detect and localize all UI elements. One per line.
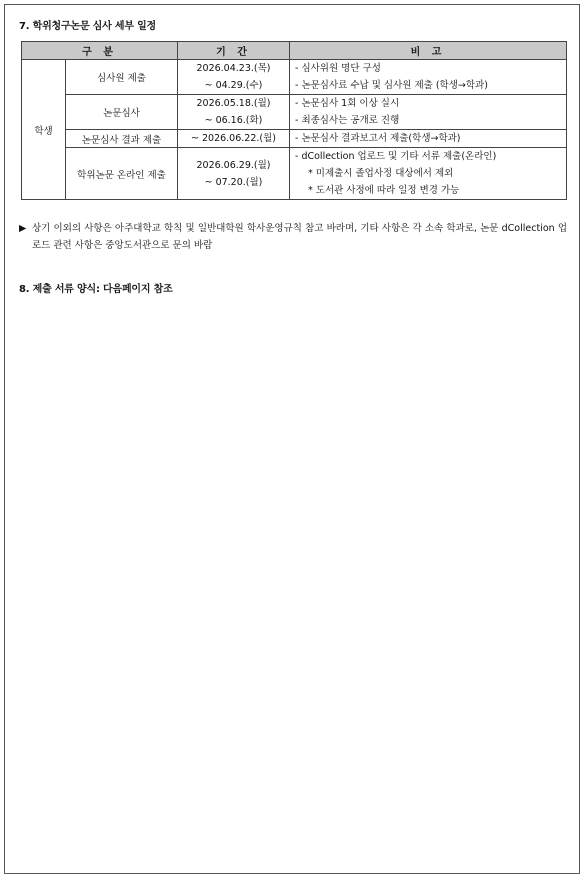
note-line: - 최종심사는 공개로 진행	[295, 115, 400, 126]
notes-cell	[290, 95, 567, 130]
remark-paragraph	[19, 220, 567, 254]
note-subline: * 도서관 사정에 따라 일정 변경 가능	[308, 185, 460, 196]
period-start: 2026.04.23.(목)	[196, 63, 271, 74]
header-category: 구 분	[22, 42, 178, 60]
table-row	[22, 60, 567, 95]
note-line: - 심사위원 명단 구성	[295, 63, 381, 74]
header-period: 기 간	[178, 42, 290, 60]
table-row	[22, 130, 567, 148]
triangle-bullet-icon: ▶	[19, 223, 27, 234]
category-cell: 논문심사 결과 제출	[66, 130, 178, 148]
period-cell	[178, 148, 290, 200]
note-subline: * 미제출시 졸업사정 대상에서 제외	[308, 168, 454, 179]
schedule-table	[21, 41, 567, 200]
period-end: ~ 04.29.(수)	[204, 80, 263, 91]
period-start: 2026.06.29.(월)	[196, 159, 271, 171]
notes-cell	[290, 148, 567, 200]
group-cell: 학생	[22, 60, 66, 200]
table-row	[22, 95, 567, 130]
table-header-row	[22, 42, 567, 60]
category-cell: 심사원 제출	[66, 60, 178, 95]
note-line: - 논문심사료 수납 및 심사원 제출 (학생→학과)	[295, 80, 488, 91]
period-cell	[178, 95, 290, 130]
period-single: ~ 2026.06.22.(월)	[191, 133, 276, 144]
header-notes: 비 고	[290, 42, 567, 60]
note-line: - dCollection 업로드 및 기타 서류 제출(온라인)	[295, 151, 497, 162]
notes-cell	[290, 60, 567, 95]
period-cell	[178, 60, 290, 95]
period-end: ~ 06.16.(화)	[204, 115, 263, 126]
note-line: - 논문심사 1회 이상 실시	[295, 98, 400, 109]
category-cell: 학위논문 온라인 제출	[66, 148, 178, 200]
section-8-title: 8. 제출 서류 양식: 다음페이지 참조	[19, 284, 173, 295]
note-line: - 논문심사 결과보고서 제출(학생→학과)	[295, 133, 461, 144]
remark-text: 상기 이외의 사항은 아주대학교 학칙 및 일반대학원 학사운영규칙 참고 바라며, 기타 사항은 각 소속 학과로, 논문 dCollection 업로드 관련 사항은 중앙도서관으로 문의 바람	[32, 223, 567, 251]
period-start: 2026.05.18.(월)	[196, 98, 271, 109]
category-cell: 논문심사	[66, 95, 178, 130]
period-cell	[178, 130, 290, 148]
period-end: ~ 07.20.(월)	[204, 176, 263, 188]
section-7-title: 7. 학위청구논문 심사 세부 일정	[19, 21, 157, 32]
table-row	[22, 148, 567, 200]
notes-cell	[290, 130, 567, 148]
